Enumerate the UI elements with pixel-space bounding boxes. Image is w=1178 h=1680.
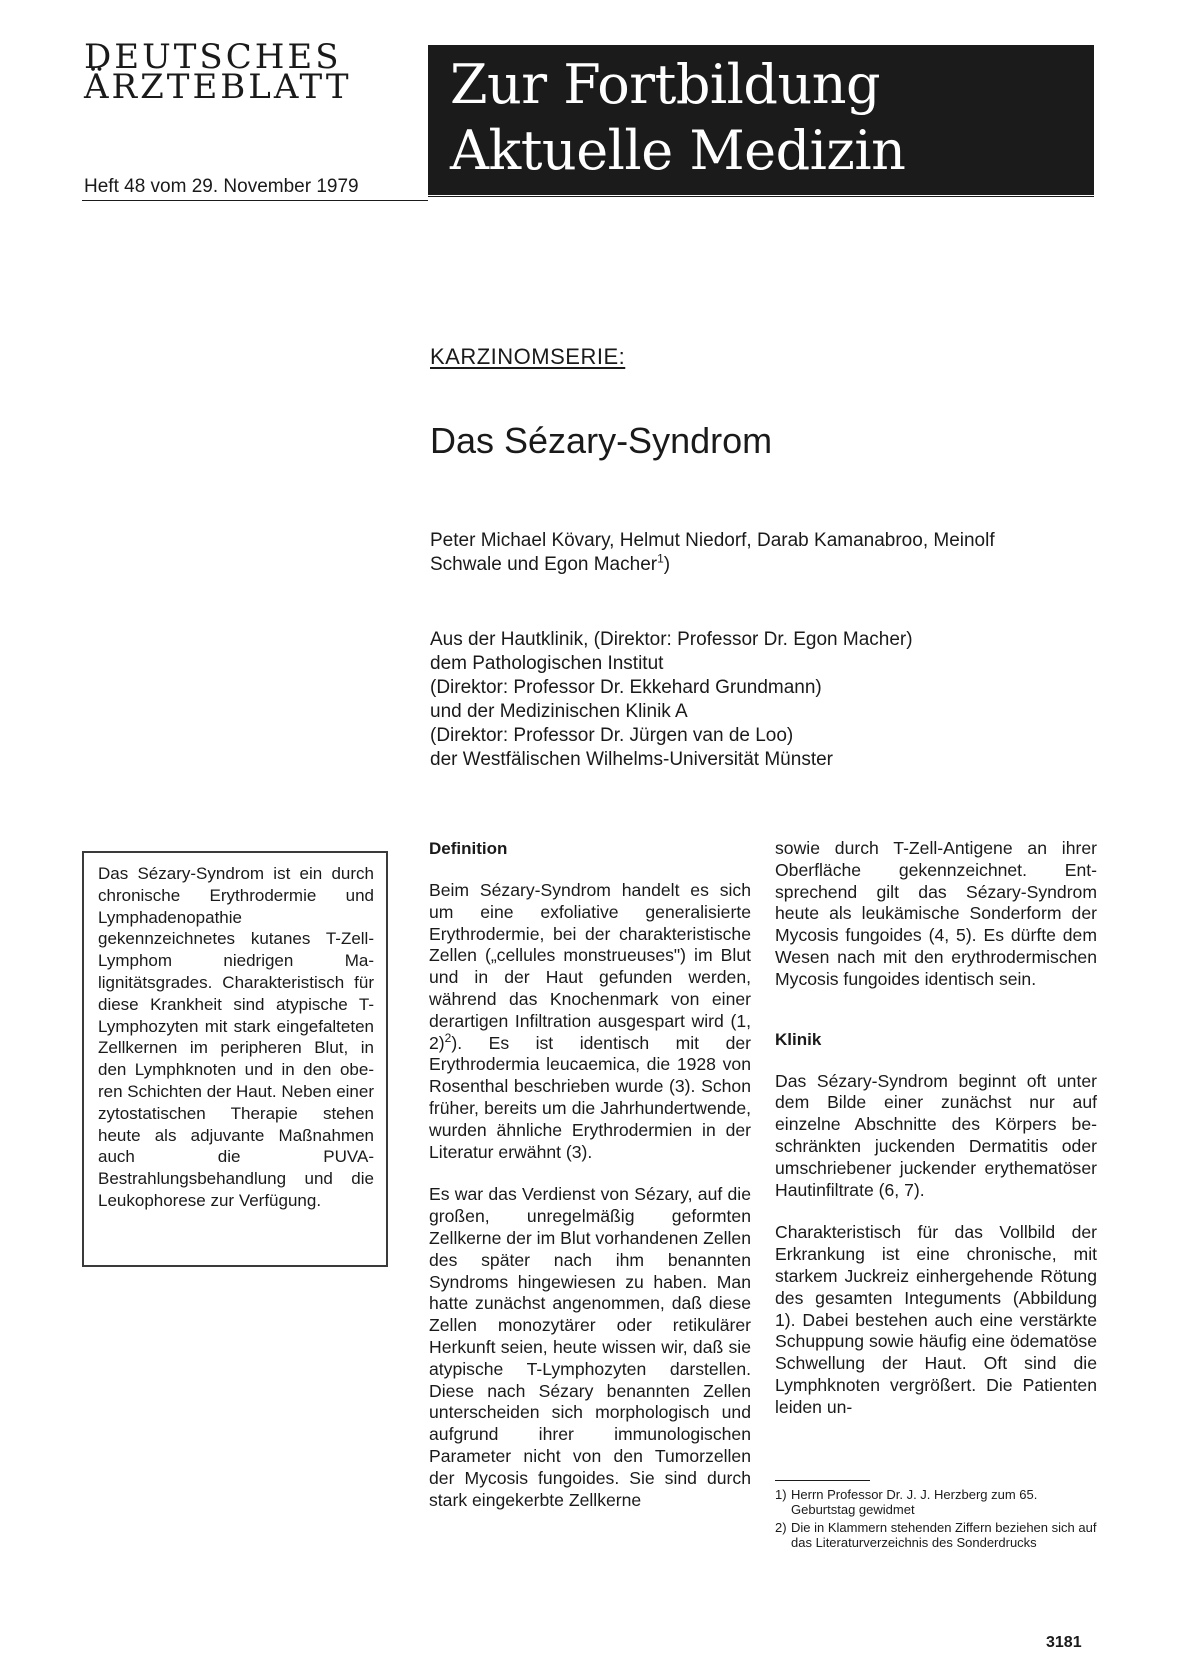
footnote-mark: 1) <box>775 1487 787 1502</box>
affiliation-line: dem Pathologischen Institut <box>430 653 664 674</box>
footnote-text: Herrn Professor Dr. J. J. Herzberg zum 65. Geburtstag gewidmet <box>791 1487 1038 1517</box>
citation-footnote-mark: 2 <box>444 1030 452 1045</box>
definition-paragraph-1-cont: ). Es ist identisch mit der Erythrodermia leucaemica, die 1928 von Rosenthal beschrieben wurde (3). Schon früher, bereits um die Jahrhundertwende, wurden ähnliche Erythrodermien in der Literatur erwähnt (3). <box>429 1032 751 1162</box>
article-title: Das Sézary-Syndrom <box>430 420 773 461</box>
definition-paragraph-1-text: Beim Sézary-Syndrom handelt es sich um eine exfoliative generalisierte Erythrodermie, bei der charakteristische Zellen („cellules monstrueuses") im Blut und in der Haut gefunden werden, während das Knochenmark von einer derartigen Infiltration ausgespart wird (1, 2) <box>429 880 751 1053</box>
klinik-heading: Klinik <box>775 1029 822 1049</box>
footnote-text: Die in Klammern stehenden Ziffern beziehen sich auf das Literaturverzeichnis des Sonderdrucks <box>791 1520 1097 1550</box>
section-banner <box>428 45 1094 195</box>
affiliation-line: der Westfälischen Wilhelms-Universität Münster <box>430 749 833 770</box>
affiliation-line: (Direktor: Professor Dr. Ekkehard Grundmann) <box>430 677 822 698</box>
footnote-rule <box>775 1480 870 1481</box>
definition-paragraph-1 <box>429 880 751 1163</box>
footnote-2 <box>775 1520 1097 1550</box>
footnote-mark: 2) <box>775 1520 787 1535</box>
affiliation-line: und der Medizinischen Klinik A <box>430 701 688 722</box>
abstract-text: Das Sézary-Syndrom ist ein durch chronische Erythrodermie und Lymphadenopathie gekennzeichnetes kutanes T-Zell-Lymphom niedrigen Malignitätsgrades. Charakteristisch für diese Krankheit sind atypische T-Lymphozyten mit stark eingefalteten Zellkernen im peripheren Blut, in den Lymphknoten und in den oberen Schichten der Haut. Neben einer zytostatischen Therapie stehen heute als adjuvante Maßnahmen auch die PUVA-Bestrahlungsbehandlung und die Leukophorese zur Verfügung. <box>98 864 374 1210</box>
definition-paragraph-2: Es war das Verdienst von Sézary, auf die großen, unregelmäßig geformten Zellkerne der im Blut vorhandenen Zellen des später nach ihm benannten Syndroms hingewiesen zu haben. Man hatte zunächst angenommen, daß diese Zellen monozytärer oder retikulärer Herkunft seien, heute wissen wir, daß sie atypische T-Lymphozyten darstellen. Diese nach Sézary benannten Zellen unterscheiden sich morphologisch und aufgrund ihrer immunologischen Parameter nicht von den Tumorzellen der Mycosis fungoides. Sie sind durch stark eingekerbte Zellkerne <box>429 1184 751 1510</box>
abstract-box <box>82 851 388 1267</box>
klinik-paragraph-1: Das Sézary-Syndrom beginnt oft unter dem Bilde einer zunächst nur auf einzelne Abschnitte des Körpers beschränkten juckenden Dermatitis oder umschriebener juckender erythematöser Hautinfiltrate (6, 7). <box>775 1070 1097 1200</box>
definition-heading: Definition <box>429 839 508 858</box>
section-banner-line-2: Aktuelle Medizin <box>450 119 906 182</box>
masthead-rule-right <box>428 196 1094 197</box>
affiliation <box>430 628 1070 772</box>
page-number: 3181 <box>1046 1634 1082 1651</box>
author-footnote-mark: 1 <box>657 551 664 566</box>
footnote-1 <box>775 1487 1097 1517</box>
affiliation-line: (Direktor: Professor Dr. Jürgen van de Loo) <box>430 725 794 746</box>
section-banner-line-1: Zur Fortbildung <box>450 53 881 116</box>
journal-name: DEUTSCHES ÄRZTEBLATT <box>84 37 352 107</box>
author-list: Peter Michael Kövary, Helmut Niedorf, Darab Kamanabroo, Meinolf Schwale und Egon Macher <box>430 530 995 575</box>
column-left <box>429 838 751 1511</box>
klinik-paragraph-2: Charakteristisch für das Vollbild der Erkrankung ist eine chronische, mit starkem Juckreiz einhergehende Rötung des gesamten Integuments (Abbildung 1). Dabei bestehen auch eine verstärkte Schuppung sowie häufig eine ödematöse Schwellung der Haut. Oft sind die Lymphknoten vergrößert. Die Patienten leiden un- <box>775 1222 1097 1417</box>
masthead-rule-left <box>82 200 428 201</box>
issue-date: Heft 48 vom 29. November 1979 <box>84 176 359 197</box>
definition-paragraph-3: sowie durch T-Zell-Antigene an ihrer Oberfläche gekennzeichnet. Entsprechend gilt das Sézary-Syndrom heute als leukämische Sonderform der Mycosis fungoides (4, 5). Es dürfte dem Wesen nach mit den erythrodermischen Mycosis fungoides identisch sein. <box>775 838 1097 989</box>
column-right <box>775 838 1097 1419</box>
authors: Peter Michael Kövary, Helmut Niedorf, Darab Kamanabroo, Meinolf Schwale und Egon Macher$^1$) <box>430 530 995 575</box>
affiliation-line: Aus der Hautklinik, (Direktor: Professor Dr. Egon Macher) <box>430 629 913 650</box>
series-label: KARZINOMSERIE: <box>430 344 626 369</box>
